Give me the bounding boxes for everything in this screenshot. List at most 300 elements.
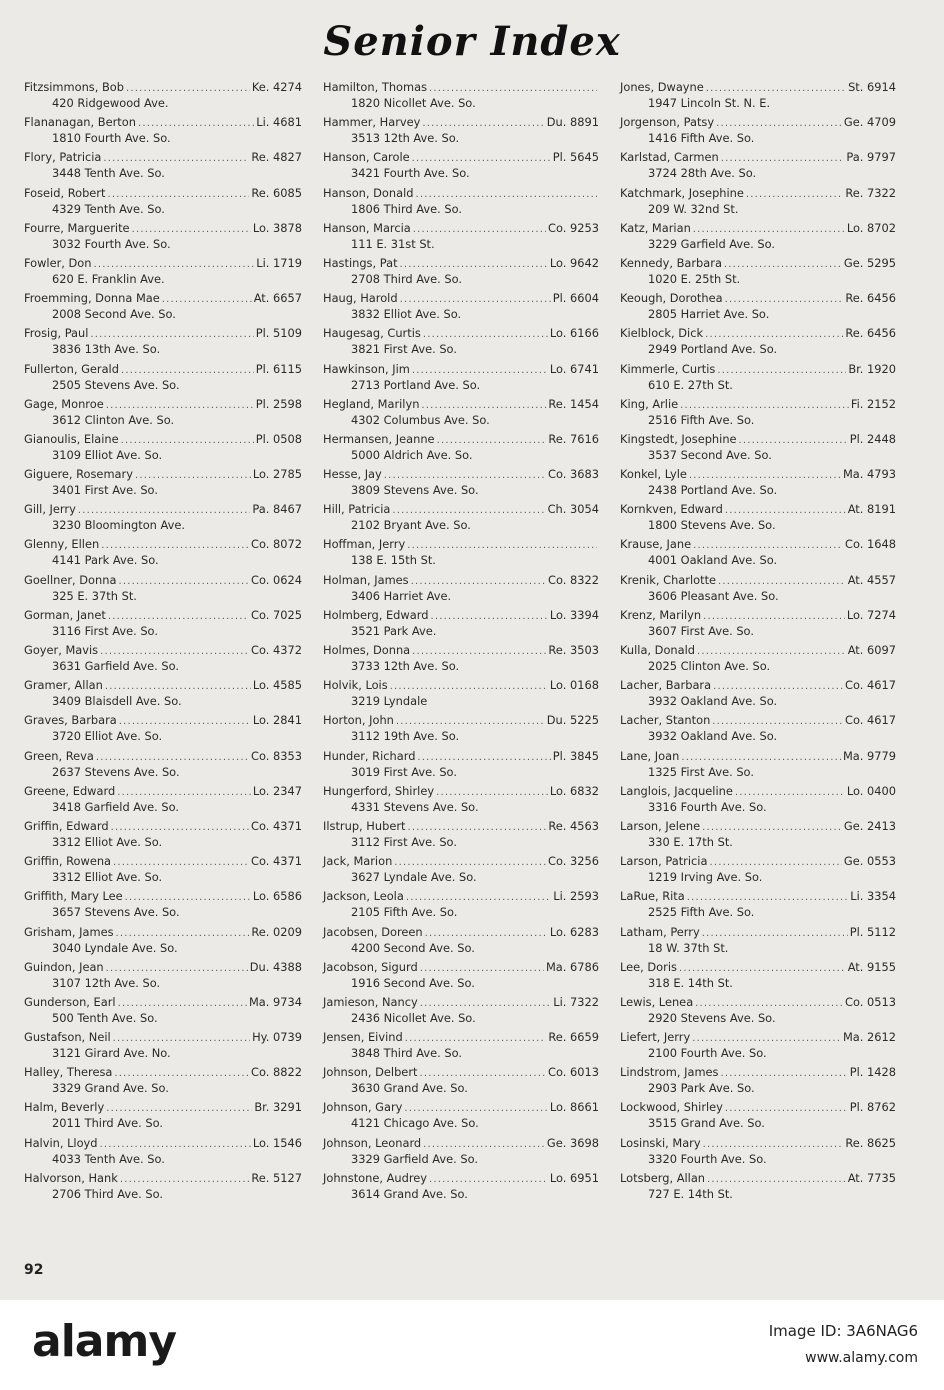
directory-entry: [620, 1100, 896, 1135]
dot-leader: [94, 258, 255, 272]
dot-leader: [725, 1102, 848, 1116]
entry-line: [323, 291, 599, 307]
directory-entry: [323, 467, 599, 502]
entry-line: [24, 608, 302, 624]
entry-name: Kennedy, Barbara: [620, 255, 722, 270]
entry-phone: Ge. 3698: [546, 1135, 599, 1150]
entry-line: [323, 397, 599, 413]
entry-address: 3109 Elliot Ave. So.: [52, 447, 163, 462]
entry-name: Glenny, Ellen: [24, 537, 100, 552]
directory-entry: [620, 1030, 896, 1065]
entry-name: Krenik, Charlotte: [620, 572, 717, 587]
dot-leader: [429, 1173, 548, 1187]
entry-name: Green, Reva: [24, 748, 94, 763]
entry-name: Hungerford, Shirley: [323, 783, 435, 798]
entry-phone: Pl. 6604: [552, 291, 599, 306]
entry-name: Lacher, Barbara: [620, 678, 712, 693]
directory-entry: [620, 925, 896, 960]
directory-entry: [24, 573, 302, 608]
entry-name: Jack, Marion: [323, 854, 393, 869]
page-title: Senior Index: [323, 18, 621, 65]
directory-entry: [620, 643, 896, 678]
directory-entry: [620, 678, 896, 713]
directory-entry: [24, 643, 302, 678]
entry-phone: Br. 3291: [254, 1100, 302, 1115]
dot-leader: [706, 82, 846, 96]
entry-phone: Ge. 4709: [843, 115, 896, 130]
dot-leader: [419, 1067, 546, 1081]
entry-phone: Ma. 9779: [842, 748, 896, 763]
entry-phone: Re. 6456: [845, 326, 896, 341]
dot-leader: [96, 751, 249, 765]
dot-leader: [78, 504, 251, 518]
entry-line: [620, 995, 896, 1011]
entry-phone: At. 7735: [847, 1170, 896, 1185]
entry-address: 2100 Fourth Ave. So.: [648, 1046, 767, 1061]
dot-leader: [687, 891, 849, 905]
entry-phone: Hy. 0739: [252, 1030, 302, 1045]
entry-name: Hesse, Jay: [323, 467, 382, 482]
directory-entry: [24, 397, 302, 432]
dot-leader: [421, 399, 546, 413]
directory-entry: [620, 713, 896, 748]
entry-name: Giguere, Rosemary: [24, 467, 133, 482]
entry-address: 2713 Portland Ave. So.: [351, 377, 481, 392]
entry-phone: Li. 7322: [553, 994, 599, 1009]
directory-entry: [323, 150, 599, 185]
entry-address: 2008 Second Ave. So.: [52, 307, 176, 322]
directory-entry: [24, 150, 302, 185]
entry-address: 1416 Fifth Ave. So.: [648, 131, 755, 146]
entry-address: 3537 Second Ave. So.: [648, 447, 772, 462]
entry-phone: Co. 8353: [251, 748, 302, 763]
entry-name: Gorman, Janet: [24, 607, 106, 622]
entry-name: Halvin, Lloyd: [24, 1135, 98, 1150]
entry-name: Gramer, Allan: [24, 678, 103, 693]
directory-entry: [24, 678, 302, 713]
entry-line: [323, 80, 599, 96]
entry-phone: Re. 5127: [251, 1170, 302, 1185]
entry-name: Jackson, Leola: [323, 889, 404, 904]
entry-phone: Ma. 4793: [842, 467, 896, 482]
dot-leader: [702, 927, 848, 941]
entry-address: 420 Ridgewood Ave.: [52, 96, 169, 110]
entry-address: 3019 First Ave. So.: [351, 764, 457, 779]
entry-phone: Ge. 5295: [843, 255, 896, 270]
dot-leader: [390, 680, 548, 694]
entry-phone: Co. 0513: [845, 994, 896, 1009]
entry-line: [620, 186, 896, 202]
dot-leader: [705, 328, 843, 342]
entry-phone: Pl. 5109: [255, 326, 302, 341]
directory-entry: [323, 256, 599, 291]
entry-name: Latham, Perry: [620, 924, 700, 939]
entry-name: Holman, James: [323, 572, 409, 587]
dot-leader: [746, 188, 843, 202]
directory-entry: [323, 1136, 599, 1171]
entry-address: 318 E. 14th St.: [648, 975, 733, 990]
directory-entry: [620, 749, 896, 784]
entry-name: Haug, Harold: [323, 291, 398, 306]
entry-phone: Pl. 8762: [849, 1100, 896, 1115]
directory-entry: [323, 1030, 599, 1065]
entry-line: [620, 854, 896, 870]
entry-line: [24, 1100, 302, 1116]
dot-leader: [693, 223, 845, 237]
dot-leader: [138, 117, 254, 131]
entry-phone: Re. 7322: [845, 185, 896, 200]
directory-entry: [620, 819, 896, 854]
entry-name: Griffin, Edward: [24, 818, 109, 833]
directory-entry: [323, 713, 599, 748]
entry-phone: Co. 9253: [548, 220, 599, 235]
entry-phone: Pa. 9797: [846, 150, 896, 165]
entry-address: 3630 Grand Ave. So.: [351, 1081, 468, 1096]
entry-address: 3612 Clinton Ave. So.: [52, 412, 175, 427]
entry-address: 3809 Stevens Ave. So.: [351, 483, 479, 498]
entry-phone: Co. 4371: [251, 854, 302, 869]
entry-line: [323, 573, 599, 589]
entry-phone: Lo. 6166: [549, 326, 599, 341]
entry-address: 4121 Chicago Ave. So.: [351, 1116, 479, 1131]
entry-phone: Co. 6013: [548, 1065, 599, 1080]
dot-leader: [100, 1138, 251, 1152]
entry-line: [323, 960, 599, 976]
directory-entry: [323, 819, 599, 854]
directory-entry: [323, 573, 599, 608]
dot-leader: [411, 575, 546, 589]
directory-entry: [323, 186, 599, 221]
dot-leader: [108, 610, 249, 624]
entry-address: 4033 Tenth Ave. So.: [52, 1151, 165, 1166]
directory-entry: [620, 1065, 896, 1100]
dot-leader: [725, 293, 844, 307]
brand-logo: alamy: [32, 1316, 176, 1367]
entry-address: 3409 Blaisdell Ave. So.: [52, 694, 182, 709]
directory-entry: [620, 537, 896, 572]
dot-leader: [116, 927, 250, 941]
entry-address: 2920 Stevens Ave. So.: [648, 1010, 776, 1025]
entry-address: 3521 Park Ave.: [351, 623, 437, 638]
entry-name: Langlois, Jacqueline: [620, 783, 733, 798]
dot-leader: [407, 821, 546, 835]
entry-phone: Pl. 5112: [849, 924, 896, 939]
entry-phone: Lo. 0400: [846, 783, 896, 798]
entry-address: 3329 Garfield Ave. So.: [351, 1151, 479, 1166]
entry-line: [323, 819, 599, 835]
entry-line: [620, 678, 896, 694]
entry-name: Haugesag, Curtis: [323, 326, 421, 341]
directory-entry: [323, 1100, 599, 1135]
directory-entry: [620, 150, 896, 185]
directory-entry: [620, 397, 896, 432]
dot-leader: [118, 575, 249, 589]
entry-line: [620, 1136, 896, 1152]
entry-line: [24, 713, 302, 729]
entry-address: 18 W. 37th St.: [648, 940, 729, 955]
column-1: [24, 80, 302, 1206]
dot-leader: [680, 399, 849, 413]
entry-address: 3418 Garfield Ave. So.: [52, 799, 180, 814]
entry-address: 3406 Harriet Ave.: [351, 588, 452, 603]
entry-address: 2903 Park Ave. So.: [648, 1081, 755, 1096]
dot-leader: [693, 539, 843, 553]
directory-entry: [620, 291, 896, 326]
dot-leader: [400, 258, 548, 272]
dot-leader: [721, 152, 845, 166]
entry-name: Hastings, Pat: [323, 255, 398, 270]
directory-entry: [24, 502, 302, 537]
directory-entry: [323, 221, 599, 256]
entry-phone: Ke. 4274: [251, 80, 302, 94]
entry-line: [24, 502, 302, 518]
directory-entry: [620, 326, 896, 361]
entry-name: Goellner, Donna: [24, 572, 117, 587]
entry-line: [24, 291, 302, 307]
entry-line: [24, 467, 302, 483]
entry-name: Gill, Jerry: [24, 502, 76, 517]
entry-line: [620, 819, 896, 835]
directory-entry: [323, 854, 599, 889]
entry-name: Fowler, Don: [24, 255, 92, 270]
dot-leader: [111, 821, 249, 835]
dot-leader: [405, 1032, 547, 1046]
entry-address: 3329 Grand Ave. So.: [52, 1081, 169, 1096]
dot-leader: [394, 856, 546, 870]
directory-entry: [24, 186, 302, 221]
entry-line: [620, 537, 896, 553]
entry-address: 4001 Oakland Ave. So.: [648, 553, 778, 568]
directory-entry: [620, 80, 896, 115]
directory-entry: [24, 819, 302, 854]
entry-phone: Co. 4617: [845, 713, 896, 728]
directory-entry: [323, 995, 599, 1030]
entry-address: 500 Tenth Ave. So.: [52, 1010, 158, 1025]
entry-name: Gage, Monroe: [24, 396, 104, 411]
dot-leader: [415, 188, 597, 202]
entry-phone: Lo. 3878: [252, 220, 302, 235]
dot-leader: [429, 82, 597, 96]
entry-phone: Pl. 1428: [849, 1065, 896, 1080]
entry-phone: At. 8191: [847, 502, 896, 517]
directory-entry: [620, 573, 896, 608]
entry-phone: Lo. 9642: [549, 255, 599, 270]
entry-address: 2516 Fifth Ave. So.: [648, 412, 755, 427]
entry-address: 1325 First Ave. So.: [648, 764, 754, 779]
entry-name: Holvik, Lois: [323, 678, 388, 693]
entry-address: 2025 Clinton Ave. So.: [648, 659, 771, 673]
entry-line: [24, 1136, 302, 1152]
entry-name: Hermansen, Jeanne: [323, 431, 435, 446]
entry-address: 3320 Fourth Ave. So.: [648, 1151, 767, 1166]
entry-line: [620, 749, 896, 765]
dot-leader: [712, 715, 843, 729]
entry-address: 3733 12th Ave. So.: [351, 659, 460, 673]
entry-line: [24, 819, 302, 835]
entry-line: [24, 80, 302, 96]
entry-line: [24, 925, 302, 941]
entry-address: 3401 First Ave. So.: [52, 483, 158, 498]
dot-leader: [681, 751, 841, 765]
entry-line: [620, 889, 896, 905]
directory-entry: [323, 925, 599, 960]
dot-leader: [692, 1032, 841, 1046]
entry-name: Lee, Doris: [620, 959, 677, 974]
entry-address: 3040 Lyndale Ave. So.: [52, 940, 178, 955]
entry-address: 3631 Garfield Ave. So.: [52, 659, 180, 673]
entry-address: 330 E. 17th St.: [648, 834, 733, 849]
entry-phone: Lo. 2347: [252, 783, 302, 798]
entry-address: 2105 Fifth Ave. So.: [351, 905, 458, 920]
entry-line: [620, 432, 896, 448]
entry-address: 2438 Portland Ave. So.: [648, 483, 778, 498]
dot-leader: [713, 680, 843, 694]
entry-line: [323, 115, 599, 131]
entry-address: 3229 Garfield Ave. So.: [648, 236, 776, 251]
entry-phone: Re. 1454: [548, 396, 599, 411]
directory-entry: [24, 1065, 302, 1100]
directory-entry: [24, 608, 302, 643]
entry-address: 1947 Lincoln St. N. E.: [648, 96, 771, 110]
entry-name: Ilstrup, Hubert: [323, 818, 406, 833]
directory-entry: [323, 784, 599, 819]
directory-entry: [323, 889, 599, 924]
entry-name: Johnson, Leonard: [323, 1135, 422, 1150]
entry-line: [323, 678, 599, 694]
dot-leader: [100, 645, 249, 659]
entry-address: 3230 Bloomington Ave.: [52, 518, 186, 533]
entry-address: 610 E. 27th St.: [648, 377, 733, 392]
entry-line: [323, 889, 599, 905]
entry-line: [323, 1030, 599, 1046]
directory-entry: [24, 784, 302, 819]
entry-phone: Pl. 0508: [255, 431, 302, 446]
entry-name: Gustafson, Neil: [24, 1030, 111, 1045]
dot-leader: [709, 856, 841, 870]
entry-name: Fitzsimmons, Bob: [24, 80, 125, 94]
directory-entry: [620, 889, 896, 924]
directory-entry: [323, 608, 599, 643]
dot-leader: [716, 117, 842, 131]
dot-leader: [422, 117, 544, 131]
entry-phone: Re. 8625: [845, 1135, 896, 1150]
entry-line: [620, 467, 896, 483]
entry-name: Losinski, Mary: [620, 1135, 701, 1150]
entry-address: 3724 28th Ave. So.: [648, 166, 757, 181]
directory-entry: [620, 960, 896, 995]
entry-address: 3421 Fourth Ave. So.: [351, 166, 470, 181]
dot-leader: [121, 434, 254, 448]
dot-leader: [396, 715, 545, 729]
watermark-footer: [0, 1300, 944, 1390]
entry-address: 2525 Fifth Ave. So.: [648, 905, 755, 920]
dot-leader: [135, 469, 251, 483]
directory-entry: [323, 502, 599, 537]
entry-name: Hanson, Marcia: [323, 220, 411, 235]
dot-leader: [126, 82, 250, 96]
entry-name: Hanson, Donald: [323, 185, 414, 200]
entry-line: [24, 150, 302, 166]
dot-leader: [720, 1067, 847, 1081]
dot-leader: [407, 539, 597, 553]
directory-entry: [24, 537, 302, 572]
entry-phone: Lo. 0168: [549, 678, 599, 693]
entry-name: Liefert, Jerry: [620, 1030, 691, 1045]
entry-name: Kulla, Donald: [620, 643, 696, 657]
dot-leader: [106, 399, 254, 413]
directory-entry: [24, 362, 302, 397]
entry-address: 620 E. Franklin Ave.: [52, 271, 165, 286]
entry-name: Kielblock, Dick: [620, 326, 704, 341]
entry-name: Keough, Dorothea: [620, 291, 723, 306]
entry-line: [24, 432, 302, 448]
directory-entry: [24, 326, 302, 361]
dot-leader: [106, 1102, 252, 1116]
entry-name: Jensen, Eivind: [323, 1030, 403, 1045]
directory-entry: [323, 326, 599, 361]
entry-phone: Li. 2593: [553, 889, 599, 904]
entry-address: 4141 Park Ave. So.: [52, 553, 159, 568]
directory-entry: [620, 995, 896, 1030]
entry-name: Hill, Patricia: [323, 502, 391, 517]
entry-name: Katchmark, Josephine: [620, 185, 744, 200]
page-number: 92: [24, 1262, 44, 1278]
entry-phone: Pa. 8467: [252, 502, 302, 517]
entry-name: Jorgenson, Patsy: [620, 115, 715, 130]
entry-phone: Ch. 3054: [547, 502, 599, 517]
dot-leader: [404, 1102, 547, 1116]
directory-entry: [620, 115, 896, 150]
directory-entry: [24, 467, 302, 502]
entry-phone: Pl. 3845: [552, 748, 599, 763]
directory-entry: [24, 854, 302, 889]
directory-entry: [323, 1065, 599, 1100]
entry-line: [24, 995, 302, 1011]
directory-entry: [24, 80, 302, 115]
entry-phone: Ma. 9734: [248, 994, 302, 1009]
entry-line: [323, 221, 599, 237]
entry-address: 2708 Third Ave. So.: [351, 271, 463, 286]
dot-leader: [412, 152, 551, 166]
entry-address: 3112 First Ave. So.: [351, 834, 457, 849]
entry-address: 3312 Elliot Ave. So.: [52, 870, 163, 885]
directory-entry: [24, 432, 302, 467]
entry-line: [620, 608, 896, 624]
dot-leader: [689, 469, 841, 483]
entry-address: 3448 Tenth Ave. So.: [52, 166, 165, 181]
entry-line: [620, 784, 896, 800]
entry-name: Hunder, Richard: [323, 748, 416, 763]
entry-phone: Co. 4372: [251, 643, 302, 657]
entry-name: Karlstad, Carmen: [620, 150, 719, 165]
entry-name: Halley, Theresa: [24, 1065, 113, 1080]
dot-leader: [695, 997, 843, 1011]
entry-address: 3932 Oakland Ave. So.: [648, 694, 778, 709]
entry-line: [620, 1065, 896, 1081]
entry-line: [323, 1171, 599, 1187]
dot-leader: [406, 891, 551, 905]
dot-leader: [702, 821, 842, 835]
entry-phone: Li. 4681: [256, 115, 302, 130]
entry-phone: Du. 5225: [546, 713, 599, 728]
dot-leader: [103, 152, 249, 166]
entry-line: [620, 643, 896, 659]
dot-leader: [717, 364, 846, 378]
entry-line: [620, 221, 896, 237]
entry-address: 1219 Irving Ave. So.: [648, 870, 763, 885]
entry-name: Gunderson, Earl: [24, 994, 116, 1009]
entry-phone: At. 6657: [253, 291, 302, 306]
